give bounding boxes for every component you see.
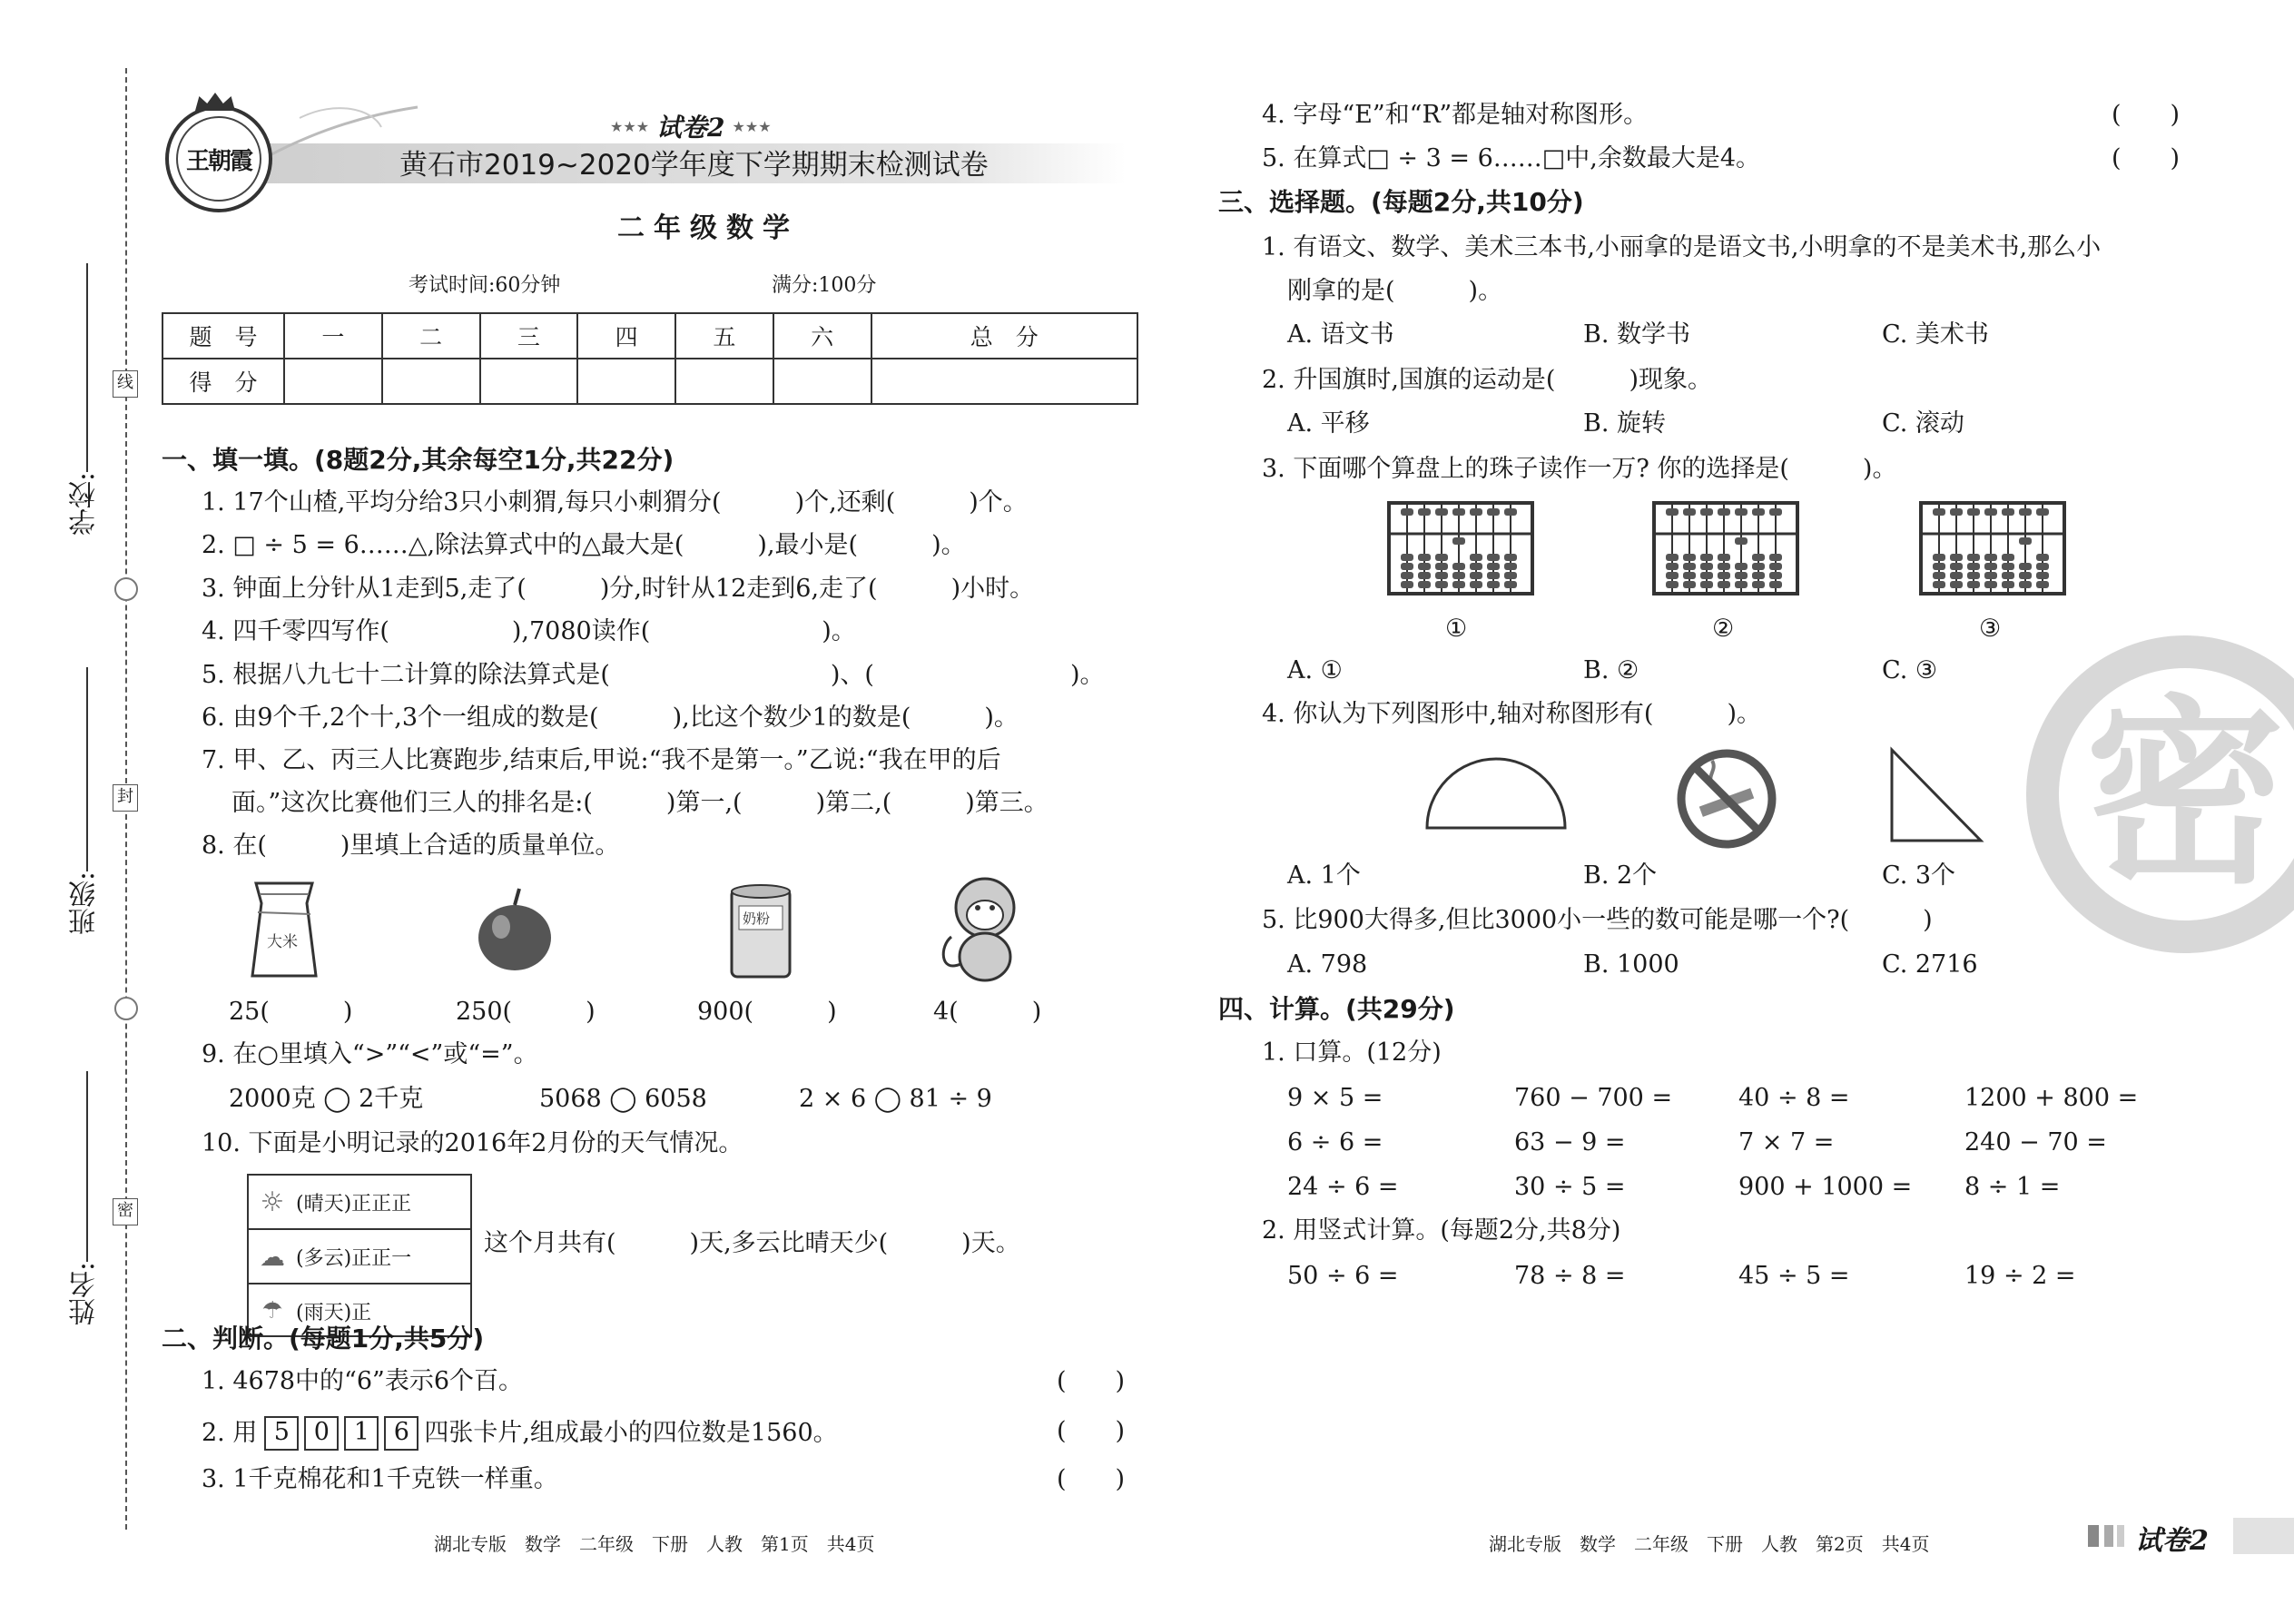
oral-calc-item: 760 − 700 = — [1514, 1084, 1673, 1112]
exam-badge: 试卷2 — [656, 113, 725, 143]
weather-cloudy-text: (多云)正正一 — [296, 1246, 412, 1270]
s2-q3: 3. 1千克棉花和1千克铁一样重。 — [202, 1465, 558, 1493]
section2-heading: 二、判断。(每题1分,共5分) — [162, 1324, 485, 1353]
s3-q5: 5. 比900大得多,但比3000小一些的数可能是哪一个?( ) — [1262, 906, 1933, 934]
digit-card: 1 — [344, 1416, 379, 1451]
s3-q4-opt-b[interactable]: B. 2个 — [1583, 861, 1658, 890]
q8-item-milk: 900( ) — [697, 998, 837, 1026]
watermark-seal — [2026, 635, 2294, 953]
s3-q5-opt-a[interactable]: A. 798 — [1287, 950, 1368, 979]
s4-sub1: 1. 口算。(12分) — [1262, 1038, 1442, 1067]
s1-q4: 4. 四千零四写作( ),7080读作( )。 — [202, 617, 856, 645]
q9-item-2: 5068 ◯ 6058 — [539, 1085, 707, 1113]
watermark-text: 密 — [2084, 678, 2285, 910]
weather-table — [247, 1174, 472, 1337]
score-input-cell[interactable] — [284, 359, 382, 404]
s3-q4-opt-a[interactable]: A. 1个 — [1287, 861, 1361, 890]
exam-time: 考试时间:60分钟 — [409, 274, 561, 297]
abacus-3-icon — [1919, 501, 2066, 595]
score-row-label: 得 分 — [162, 359, 284, 404]
logo-text: 王朝霞 — [185, 147, 251, 175]
exam-title: 黄石市2019~2020学年度下学期期末检测试卷 — [399, 149, 989, 182]
s1-q7a: 7. 甲、乙、丙三人比赛跑步,结束后,甲说:“我不是第一。”乙说:“我在甲的后 — [202, 746, 1001, 774]
s3-q5-opt-c[interactable]: C. 2716 — [1882, 950, 1978, 979]
score-input-cell[interactable] — [871, 359, 1138, 404]
name-label: 姓名: — [69, 1262, 101, 1326]
sidebar-ornament-1 — [114, 577, 138, 601]
s2-q2-suffix: 四张卡片,组成最小的四位数是1560。 — [424, 1419, 838, 1447]
q8-item-monkey: 4( ) — [933, 998, 1042, 1026]
s3-q1-opt-a[interactable]: A. 语文书 — [1287, 320, 1394, 349]
s2-q2 — [202, 1416, 838, 1451]
badge-stars-left: ★★★ — [610, 117, 650, 135]
score-cell: 三 — [480, 313, 578, 359]
rain-icon: ☂ — [261, 1297, 283, 1324]
score-table-score-row — [162, 359, 1137, 404]
q8-item-rice: 25( ) — [229, 998, 353, 1026]
score-cell: 题 号 — [162, 313, 284, 359]
score-cell: 四 — [577, 313, 675, 359]
q9-item-3: 2 × 6 ◯ 81 ÷ 9 — [799, 1085, 992, 1113]
s2-q1: 1. 4678中的“6”表示6个百。 — [202, 1367, 524, 1395]
s4-sub2: 2. 用竖式计算。(每题2分,共8分) — [1262, 1216, 1621, 1245]
answer-paren[interactable]: ( ) — [2112, 101, 2181, 129]
oral-calc-item: 6 ÷ 6 = — [1287, 1128, 1383, 1156]
name-line — [86, 1071, 88, 1262]
score-table-header-row — [162, 313, 1137, 359]
oral-calc-item: 8 ÷ 1 = — [1964, 1173, 2061, 1201]
vertical-calc-item: 50 ÷ 6 = — [1287, 1262, 1399, 1290]
s1-q9: 9. 在○里填入“>”“<”或“=”。 — [202, 1040, 538, 1068]
q9-item-1: 2000克 ◯ 2千克 — [229, 1085, 424, 1113]
oral-calc-item: 9 × 5 = — [1287, 1084, 1383, 1112]
oral-calc-item: 240 − 70 = — [1964, 1128, 2107, 1156]
logo — [165, 105, 272, 212]
weather-sunny-text: (晴天)正正正 — [296, 1192, 412, 1216]
no-smoking-sign-icon — [1676, 748, 1777, 850]
s1-q5: 5. 根据八九七十二计算的除法算式是( )、( )。 — [202, 661, 1105, 689]
rice-bag-icon — [247, 876, 321, 983]
section3-heading: 三、选择题。(每题2分,共10分) — [1218, 187, 1584, 217]
s3-q2-opt-a[interactable]: A. 平移 — [1287, 409, 1370, 438]
s3-q3-opt-a[interactable]: A. ① — [1287, 656, 1343, 684]
section4-heading: 四、计算。(共29分) — [1218, 994, 1455, 1024]
s3-q2-opt-c[interactable]: C. 滚动 — [1882, 409, 1964, 438]
q8-item-apple: 250( ) — [456, 998, 596, 1026]
oral-calc-item: 24 ÷ 6 = — [1287, 1173, 1399, 1201]
abacus-2-icon — [1652, 501, 1799, 595]
apple-icon — [472, 885, 558, 976]
s2-q5: 5. 在算式□ ÷ 3 = 6……□中,余数最大是4。 — [1262, 144, 1761, 172]
answer-paren[interactable]: ( ) — [2112, 144, 2181, 172]
subject-title: 二年级数学 — [617, 212, 799, 244]
s3-q3: 3. 下面哪个算盘上的珠子读作一万? 你的选择是( )。 — [1262, 455, 1897, 483]
logo-inner-ring — [176, 116, 261, 202]
cloud-icon: ☁ — [260, 1241, 285, 1272]
abacus-label-2: ② — [1712, 615, 1735, 643]
oral-calc-item: 7 × 7 = — [1738, 1128, 1835, 1156]
s3-q1-opt-b[interactable]: B. 数学书 — [1583, 320, 1691, 349]
s2-q2-prefix: 2. 用 — [202, 1419, 258, 1447]
sidebar-ornament-2 — [114, 997, 138, 1020]
class-line — [86, 667, 88, 871]
s3-q3-opt-b[interactable]: B. ② — [1583, 656, 1639, 684]
footer-badge-bar — [2233, 1518, 2294, 1554]
school-line — [86, 263, 88, 472]
abacus-1-icon — [1387, 501, 1534, 595]
s1-q3: 3. 钟面上分针从1走到5,走了( )分,时针从12走到6,走了( )小时。 — [202, 575, 1035, 603]
s3-q5-opt-b[interactable]: B. 1000 — [1583, 950, 1679, 979]
footer-decoration — [2088, 1525, 2124, 1547]
oral-calc-item: 63 − 9 = — [1514, 1128, 1626, 1156]
s1-q2: 2. □ ÷ 5 = 6……△,除法算式中的△最大是( ),最小是( )。 — [202, 531, 966, 559]
s2-q4: 4. 字母“E”和“R”都是轴对称图形。 — [1262, 101, 1649, 129]
weather-row-cloudy — [249, 1230, 470, 1284]
score-input-cell[interactable] — [382, 359, 480, 404]
weather-rainy-text: (雨天)正 — [296, 1301, 372, 1324]
vertical-calc-item: 78 ÷ 8 = — [1514, 1262, 1626, 1290]
footer-badge: 试卷2 — [2135, 1525, 2209, 1557]
monkey-icon — [935, 873, 1026, 987]
seal-label-secret: 密 — [113, 1198, 138, 1225]
digit-card: 0 — [304, 1416, 339, 1451]
class-label: 班级: — [69, 871, 101, 936]
score-input-cell[interactable] — [773, 359, 871, 404]
section1-heading: 一、填一填。(8题2分,其余每空1分,共22分) — [162, 445, 674, 475]
footer-left: 湖北专版 数学 二年级 下册 人教 第1页 共4页 — [434, 1533, 875, 1555]
footer-right: 湖北专版 数学 二年级 下册 人教 第2页 共4页 — [1489, 1533, 1930, 1555]
s1-q1: 1. 17个山楂,平均分给3只小刺猬,每只小刺猬分( )个,还剩( )个。 — [202, 488, 1028, 517]
weather-row-sunny — [249, 1176, 470, 1230]
badge-row — [610, 111, 772, 142]
seal-label-seal: 封 — [113, 784, 138, 812]
rice-bag-label: 大米 — [267, 933, 298, 951]
vertical-calc-item: 19 ÷ 2 = — [1964, 1262, 2076, 1290]
s3-q1a: 1. 有语文、数学、美术三本书,小丽拿的是语文书,小明拿的不是美术书,那么小 — [1262, 233, 2102, 261]
badge-stars-right: ★★★ — [732, 117, 772, 135]
right-triangle-shape-icon — [1888, 746, 1984, 844]
s3-q2-opt-b[interactable]: B. 旋转 — [1583, 409, 1667, 438]
digit-card: 6 — [384, 1416, 418, 1451]
oral-calc-item: 1200 + 800 = — [1964, 1084, 2139, 1112]
seal-label-line: 线 — [113, 370, 138, 398]
sun-icon: ☼ — [260, 1186, 285, 1218]
score-cell: 六 — [773, 313, 871, 359]
s1-q6: 6. 由9个千,2个十,3个一组成的数是( ),比这个数少1的数是( )。 — [202, 704, 1019, 732]
s3-q4-opt-c[interactable]: C. 3个 — [1882, 861, 1956, 890]
s1-q8: 8. 在( )里填上合适的质量单位。 — [202, 832, 620, 860]
full-score: 满分:100分 — [772, 274, 877, 297]
score-cell: 一 — [284, 313, 382, 359]
answer-paren[interactable]: ( ) — [1057, 1417, 1126, 1445]
s3-q1b: 刚拿的是( )。 — [1287, 277, 1503, 305]
vertical-calc-item: 45 ÷ 5 = — [1738, 1262, 1850, 1290]
score-input-cell[interactable] — [480, 359, 578, 404]
s3-q1-opt-c[interactable]: C. 美术书 — [1882, 320, 1989, 349]
score-table — [162, 312, 1138, 405]
s1-q10: 10. 下面是小明记录的2016年2月份的天气情况。 — [202, 1129, 743, 1157]
answer-paren[interactable]: ( ) — [1057, 1465, 1126, 1493]
digit-card: 5 — [264, 1416, 299, 1451]
s3-q2: 2. 升国旗时,国旗的运动是( )现象。 — [1262, 366, 1712, 394]
milk-powder-can-icon — [728, 882, 793, 982]
semicircle-shape-icon — [1423, 748, 1569, 832]
score-input-cell[interactable] — [675, 359, 773, 404]
abacus-label-3: ③ — [1979, 615, 2002, 643]
s1-q7b: 面。”这次比赛他们三人的排名是:( )第一,( )第二,( )第三。 — [231, 789, 1049, 817]
answer-paren[interactable]: ( ) — [1057, 1367, 1126, 1395]
s3-q3-opt-c[interactable]: C. ③ — [1882, 656, 1938, 684]
abacus-label-1: ① — [1445, 615, 1468, 643]
score-input-cell[interactable] — [577, 359, 675, 404]
oral-calc-item: 40 ÷ 8 = — [1738, 1084, 1850, 1112]
score-cell: 二 — [382, 313, 480, 359]
milk-powder-label: 奶粉 — [743, 910, 771, 927]
oral-calc-item: 900 + 1000 = — [1738, 1173, 1913, 1201]
q10-question: 这个月共有( )天,多云比晴天少( )天。 — [484, 1229, 1020, 1257]
school-label: 学校: — [69, 472, 101, 536]
oral-calc-item: 30 ÷ 5 = — [1514, 1173, 1626, 1201]
s3-q4: 4. 你认为下列图形中,轴对称图形有( )。 — [1262, 700, 1761, 728]
score-cell: 五 — [675, 313, 773, 359]
score-cell: 总 分 — [871, 313, 1138, 359]
